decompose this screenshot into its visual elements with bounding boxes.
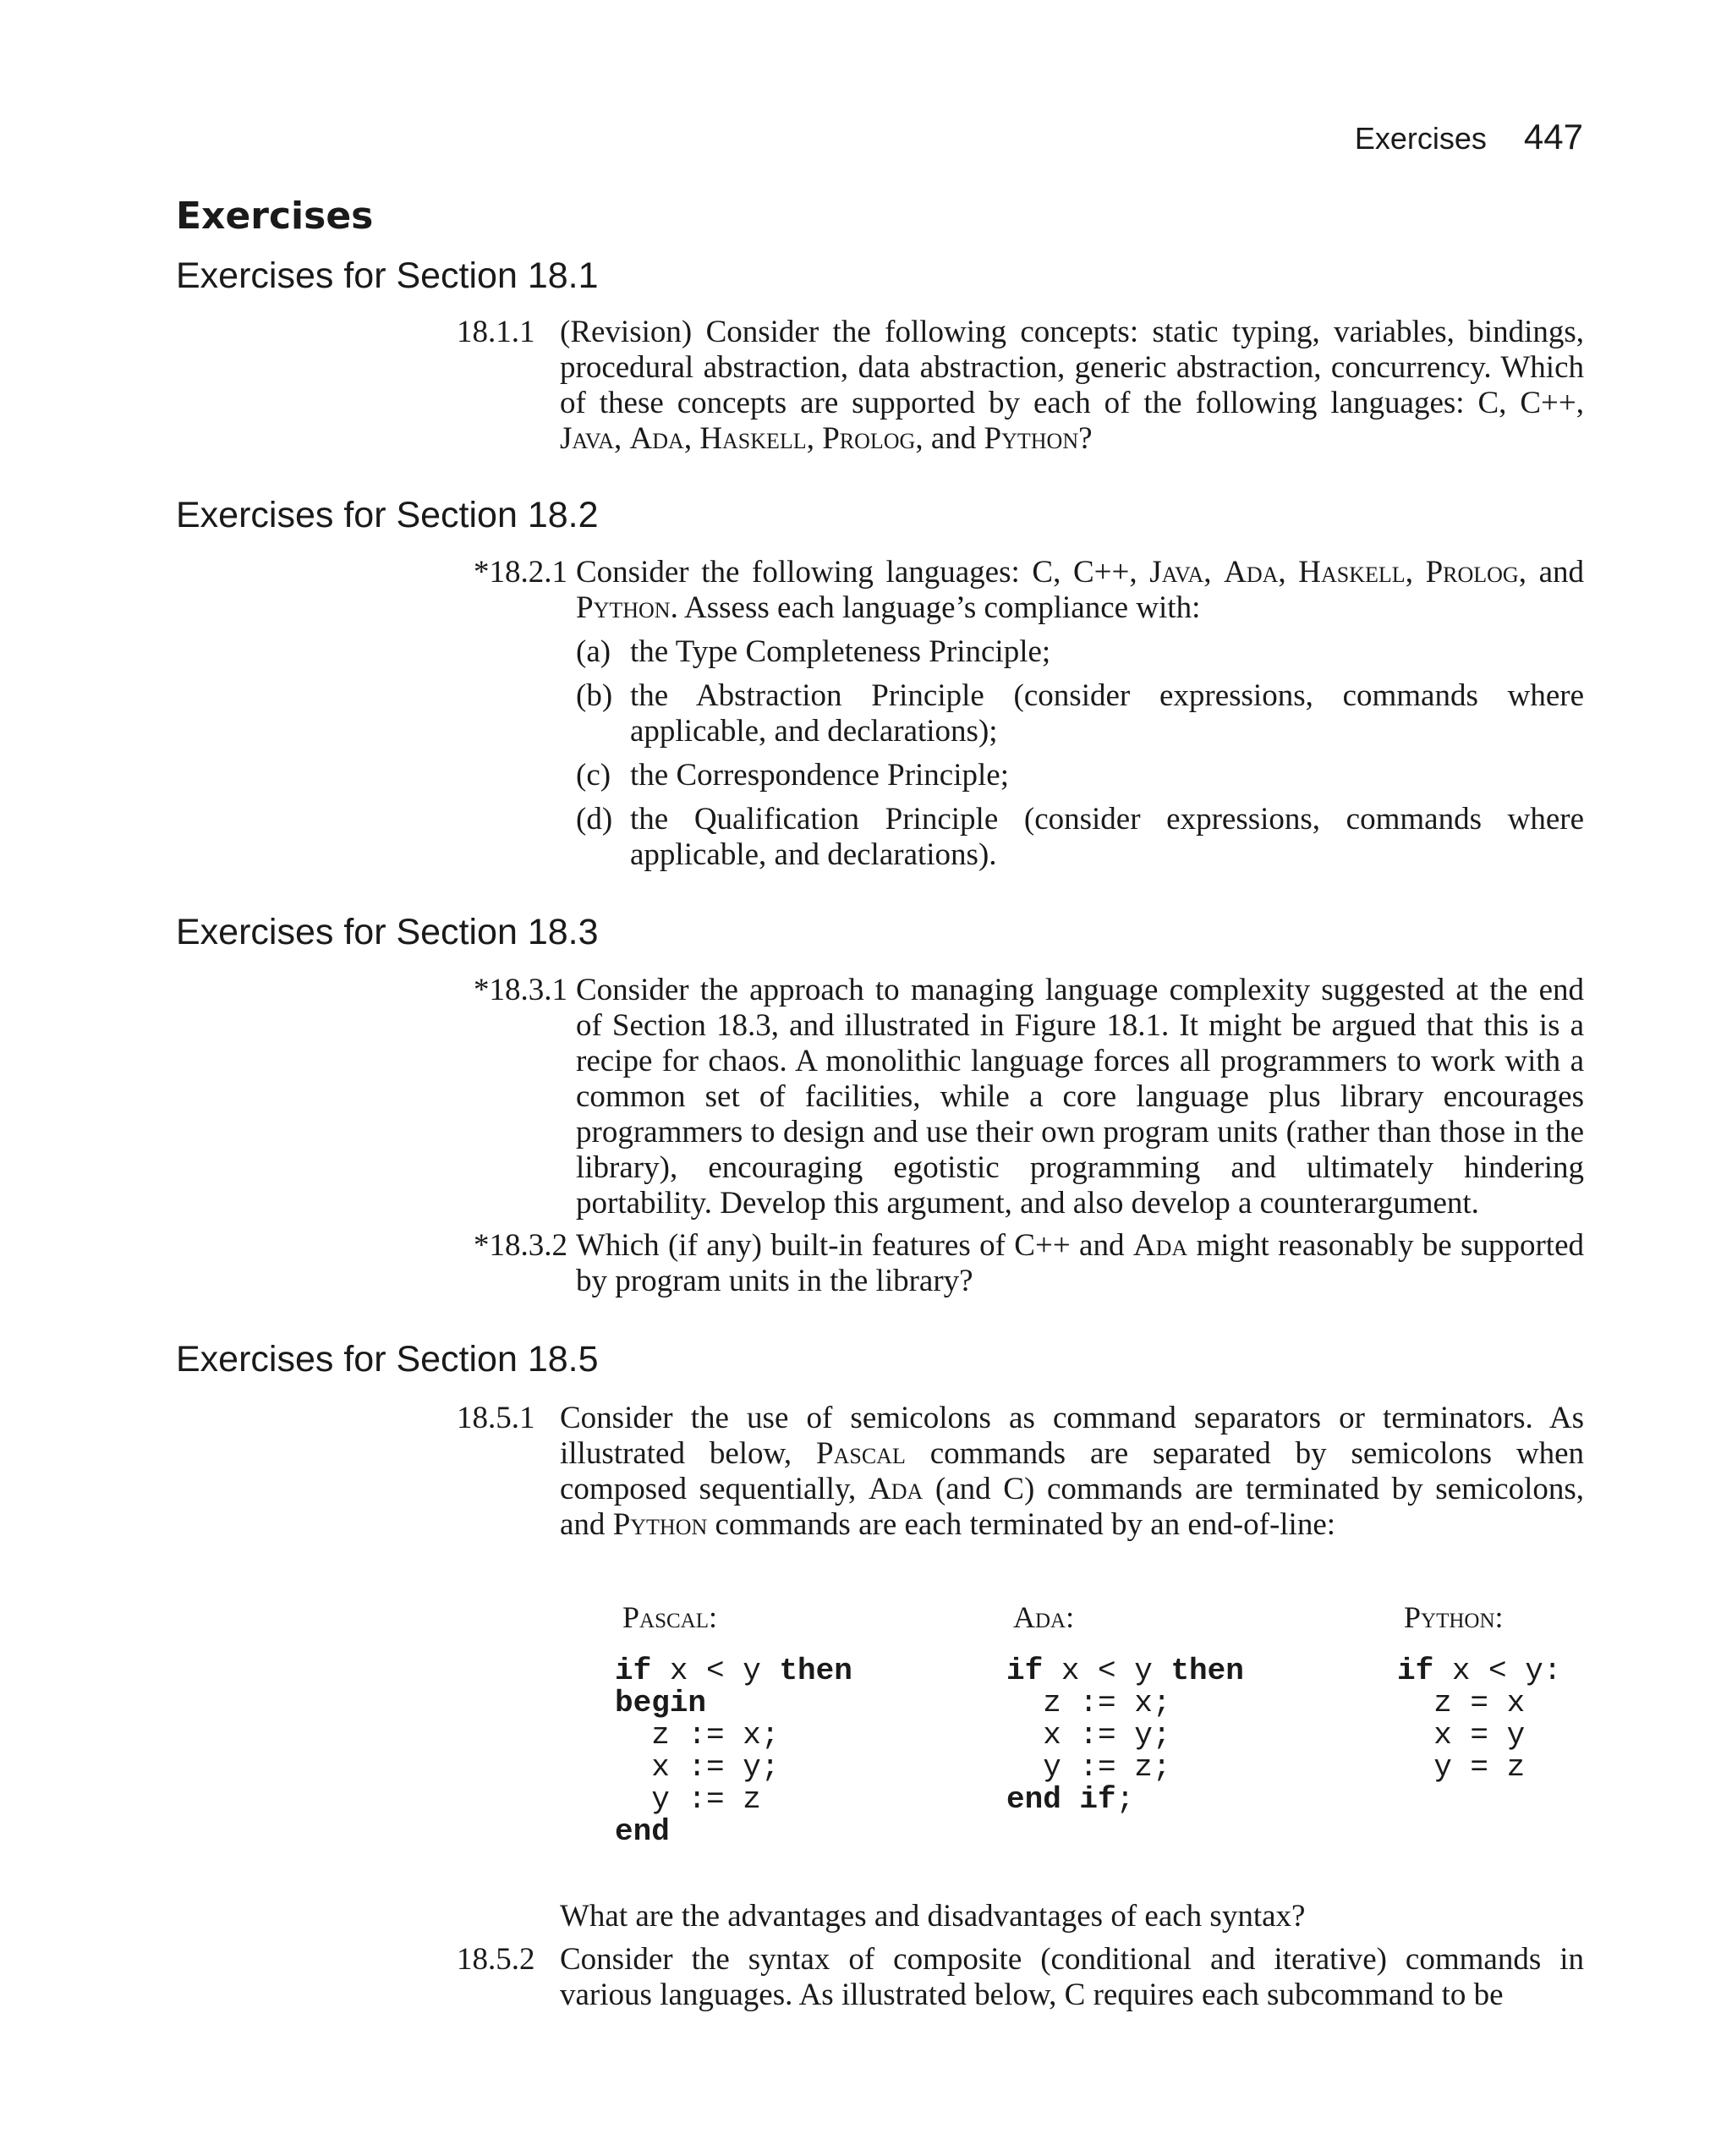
exercise-18-5-1-text: Consider the use of semicolons as command separators or terminators. As illustrated below, Pascal commands are separated by semicolons when composed sequentially, Ada (and C) commands are terminated by semicolons, and Python commands are each terminated by an end-of-line: <box>560 1401 1584 1542</box>
exercise-18-5-2 <box>457 1942 1584 2013</box>
sub-item-text: the Qualification Principle (consider expressions, commands where applicable, and declarations). <box>630 802 1584 872</box>
code-line: end if; <box>1006 1782 1135 1817</box>
sub-item-c <box>576 758 1584 793</box>
exercise-number: *18.3.2 <box>474 1228 567 1263</box>
code-line: y := z <box>615 1782 761 1817</box>
exercise-18-1-1-text: (Revision) Consider the following concepts: static typing, variables, bindings, procedural abstraction, data abstraction, generic abstraction, concurrency. Which of these concepts are supported by each of the following languages: C, C++, Java, Ada, Haskell, Prolog, and Python? <box>560 315 1584 456</box>
sub-item-b <box>576 678 1584 749</box>
section-heading-18-2: Exercises for Section 18.2 <box>176 495 599 535</box>
page-number: 447 <box>1523 117 1583 156</box>
python-code <box>1397 1655 1561 1784</box>
exercise-number: *18.3.1 <box>474 973 567 1007</box>
code-line: x := y; <box>1006 1718 1171 1753</box>
exercises-title: Exercises <box>176 195 374 238</box>
exercise-number: 18.5.2 <box>457 1942 535 1977</box>
exercise-18-3-2-text: Which (if any) built-in features of C++ and Ada might reasonably be supported by program units in the library? <box>576 1228 1585 1298</box>
code-line: z := x; <box>615 1718 780 1753</box>
sub-item-label: (b) <box>576 678 613 713</box>
exercise-18-5-1 <box>457 1401 1584 1543</box>
exercise-18-3-1 <box>457 973 1584 1221</box>
code-line: z := x; <box>1006 1686 1171 1720</box>
code-line: z = x <box>1397 1686 1526 1720</box>
code-line: y := z; <box>1006 1750 1171 1785</box>
pascal-label: Pascal: <box>622 1600 717 1634</box>
code-line: if x < y: <box>1397 1654 1562 1688</box>
sub-item-text: the Abstraction Principle (consider expressions, commands where applicable, and declarations); <box>630 678 1584 749</box>
sub-item-label: (d) <box>576 802 613 837</box>
sub-item-a <box>576 634 1584 670</box>
exercise-18-3-2 <box>457 1228 1584 1299</box>
code-line: if x < y then <box>1006 1654 1244 1688</box>
ada-label: Ada: <box>1013 1600 1075 1634</box>
exercise-text <box>560 1942 1584 2013</box>
exercise-number: *18.2.1 <box>474 555 567 590</box>
exercise-18-5-1-question: What are the advantages and disadvantages of each syntax? <box>560 1899 1306 1934</box>
sub-item-text: the Correspondence Principle; <box>630 758 1009 793</box>
exercise-number: 18.5.1 <box>457 1401 535 1435</box>
exercise-text <box>576 555 1584 873</box>
code-line: y = z <box>1397 1750 1526 1785</box>
sub-item-text: the Type Completeness Principle; <box>630 634 1051 669</box>
exercise-text <box>576 973 1584 1221</box>
code-line: begin <box>615 1686 707 1720</box>
exercise-text <box>560 315 1584 457</box>
section-heading-18-5: Exercises for Section 18.5 <box>176 1339 599 1380</box>
exercise-18-2-1 <box>457 555 1584 881</box>
sub-item-list <box>576 634 1584 873</box>
sub-item-label: (a) <box>576 634 611 669</box>
exercise-number: 18.1.1 <box>457 315 535 349</box>
pascal-code <box>615 1655 852 1848</box>
exercise-18-5-2-text: Consider the syntax of composite (conditional and iterative) commands in various languages. As illustrated below, C requires each subcommand to be <box>560 1942 1584 2012</box>
section-heading-18-1: Exercises for Section 18.1 <box>176 255 599 296</box>
ada-code <box>1006 1655 1244 1816</box>
exercise-18-1-1 <box>457 315 1584 457</box>
exercise-18-3-1-text: Consider the approach to managing language complexity suggested at the end of Section 18.3, and illustrated in Figure 18.1. It might be argued that this is a recipe for chaos. A monolithic language forces all programmers to work with a common set of facilities, while a core language plus library encourages programmers to design and use their own program units (rather than those in the library), encouraging egotistic programming and ultimately hindering portability. Develop this argument, and also develop a counterargument. <box>576 973 1584 1221</box>
running-head <box>1355 117 1583 157</box>
code-line: x = y <box>1397 1718 1526 1753</box>
code-line: end <box>615 1814 670 1849</box>
exercise-text <box>560 1401 1584 1543</box>
code-line: if x < y then <box>615 1654 852 1688</box>
exercise-18-2-1-intro: Consider the following languages: C, C++, Java, Ada, Haskell, Prolog, and Python. Assess each language’s compliance with: <box>576 555 1584 625</box>
exercise-text <box>576 1228 1584 1299</box>
python-label: Python: <box>1404 1600 1504 1634</box>
sub-item-label: (c) <box>576 758 611 793</box>
section-heading-18-3: Exercises for Section 18.3 <box>176 912 599 952</box>
sub-item-d <box>576 802 1584 873</box>
running-head-text: Exercises <box>1354 121 1487 156</box>
code-line: x := y; <box>615 1750 780 1785</box>
